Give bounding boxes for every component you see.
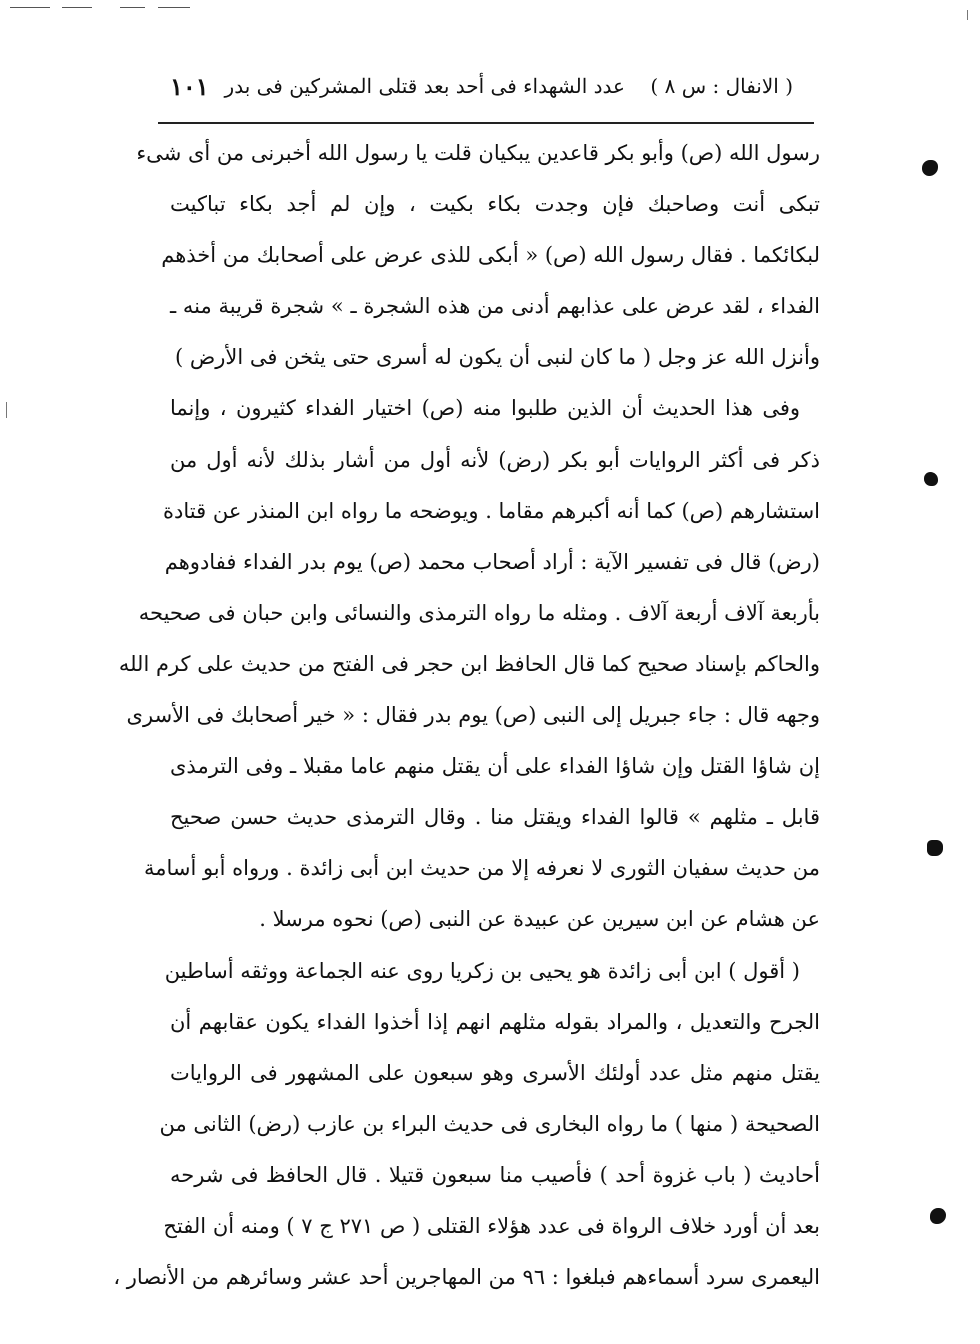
header-source: ( الانفال : س ٨ ) [650,74,793,98]
scan-edge-mark [120,7,145,8]
text-line: ذكر فى أكثر الروايات أبو بكر (رض) لأنه أول من أشار بذلك لأنه أول من [170,447,820,472]
text-line: عن هشام عن ابن سيرين عن عبيدة عن النبى (ص) نحوه مرسلا . [259,907,820,932]
text-line: الفداء ، لقد عرض على عذابهم أدنى من هذه الشجرة ـ » شجرة قريبة منه ـ [170,294,820,319]
text-line: أحاديث ( باب غزوة أحد ) فأصيب منا سبعون قتيلا . قال الحافظ فى شرحه [170,1162,820,1187]
scan-edge-mark [10,7,50,8]
text-line: وأنزل الله عز وجل ( ما كان لنبى أن يكون له أسرى حتى يثخن فى الأرض ) [175,345,820,370]
page-number: ١٠١ [170,72,209,101]
text-line: (رض) قال فى تفسير الآية : أراد أصحاب محمد (ص) يوم بدر الفداء ففادوهم [164,549,820,574]
scan-edge-mark [967,10,968,20]
text-line: بعد أن أورد خلاف الرواة فى عدد هؤلاء القتلى ( ص ٢٧١ ج ٧ ) ومنه أن الفتح [163,1213,820,1238]
running-header [160,68,815,118]
text-line: قابل ـ مثلهم » قالوا الفداء ويقتل منا . وقال الترمذى حديث حسن صحيح [170,805,820,830]
header-rule [158,122,814,124]
text-line: لبكائكما . فقال رسول الله (ص) « أبكى للذى عرض على أصحابك من أخذهم [161,243,820,268]
text-line: تبكى أنت وصاحبك فإن وجدت بكاء بكيت ، وإن لم أجد بكاء تباكيت [170,192,820,217]
page-body [113,128,820,1303]
text-line: اليعمرى سرد أسماءهم فبلغوا : ٩٦ من المهاجرين أحد عشر وسائرهم من الأنصار ، [113,1265,820,1290]
text-line: الجرح والتعديل ، والمراد بقوله مثلهم انهم إذا أخذوا الفداء يكون عقابهم أن [170,1009,820,1034]
scan-edge-mark [6,402,7,418]
text-line: بأربعة آلاف أربعة آلاف . ومثله ما رواه الترمذى والنسائى وابن حبان فى صحيحه [138,600,820,625]
punch-hole-mark [922,160,938,176]
header-title: عدد الشهداء فى أحد بعد قتلى المشركين فى بدر [224,74,625,98]
text-line: وفى هذا الحديث أن الذين طلبوا منه (ص) اختيار الفداء كثيرون ، وإنما [170,396,800,421]
scan-edge-mark [62,7,92,8]
text-line: الصحيحة ( منها ) ما رواه البخارى فى حديث البراء بن عازب (رض) الثانى من [159,1111,820,1136]
text-line: استشارهم (ص) كما أنه أكبرهم مقاما . ويوضحه ما رواه ابن المنذر عن قتادة [163,498,820,523]
text-line: إن شاؤا القتل وإن شاؤا الفداء على أن يقتل منهم عاما مقبلا ـ وفى الترمذى [170,754,820,779]
text-line: من حديث سفيان الثورى لا نعرفه إلا من حديث ابن أبى زائدة . ورواه أبو أسامة [143,856,820,881]
text-line: ( أقول ) ابن أبى زائدة هو يحيى بن زكريا روى عنه الجماعة ووثقه أساطين [164,958,800,983]
punch-hole-mark [924,472,938,486]
text-line: رسول الله (ص) وأبو بكر قاعدين يبكيان قلت يا رسول الله أخبرنى من أى شىء [136,141,820,165]
scan-edge-mark [158,7,190,8]
punch-hole-mark [927,840,943,856]
text-line: والحاكم بإسناد صحيح كما قال الحافظ ابن حجر فى الفتح من حديث على كرم الله [118,651,820,676]
text-line: يقتل منهم مثل عدد أولئك الأسرى وهو سبعون على المشهور فى الروايات [170,1060,820,1085]
text-line: وجهه قال : جاء جبريل إلى النبى (ص) يوم بدر فقال : « خير أصحابك فى الأسرى [126,703,820,728]
punch-hole-mark [930,1208,946,1224]
